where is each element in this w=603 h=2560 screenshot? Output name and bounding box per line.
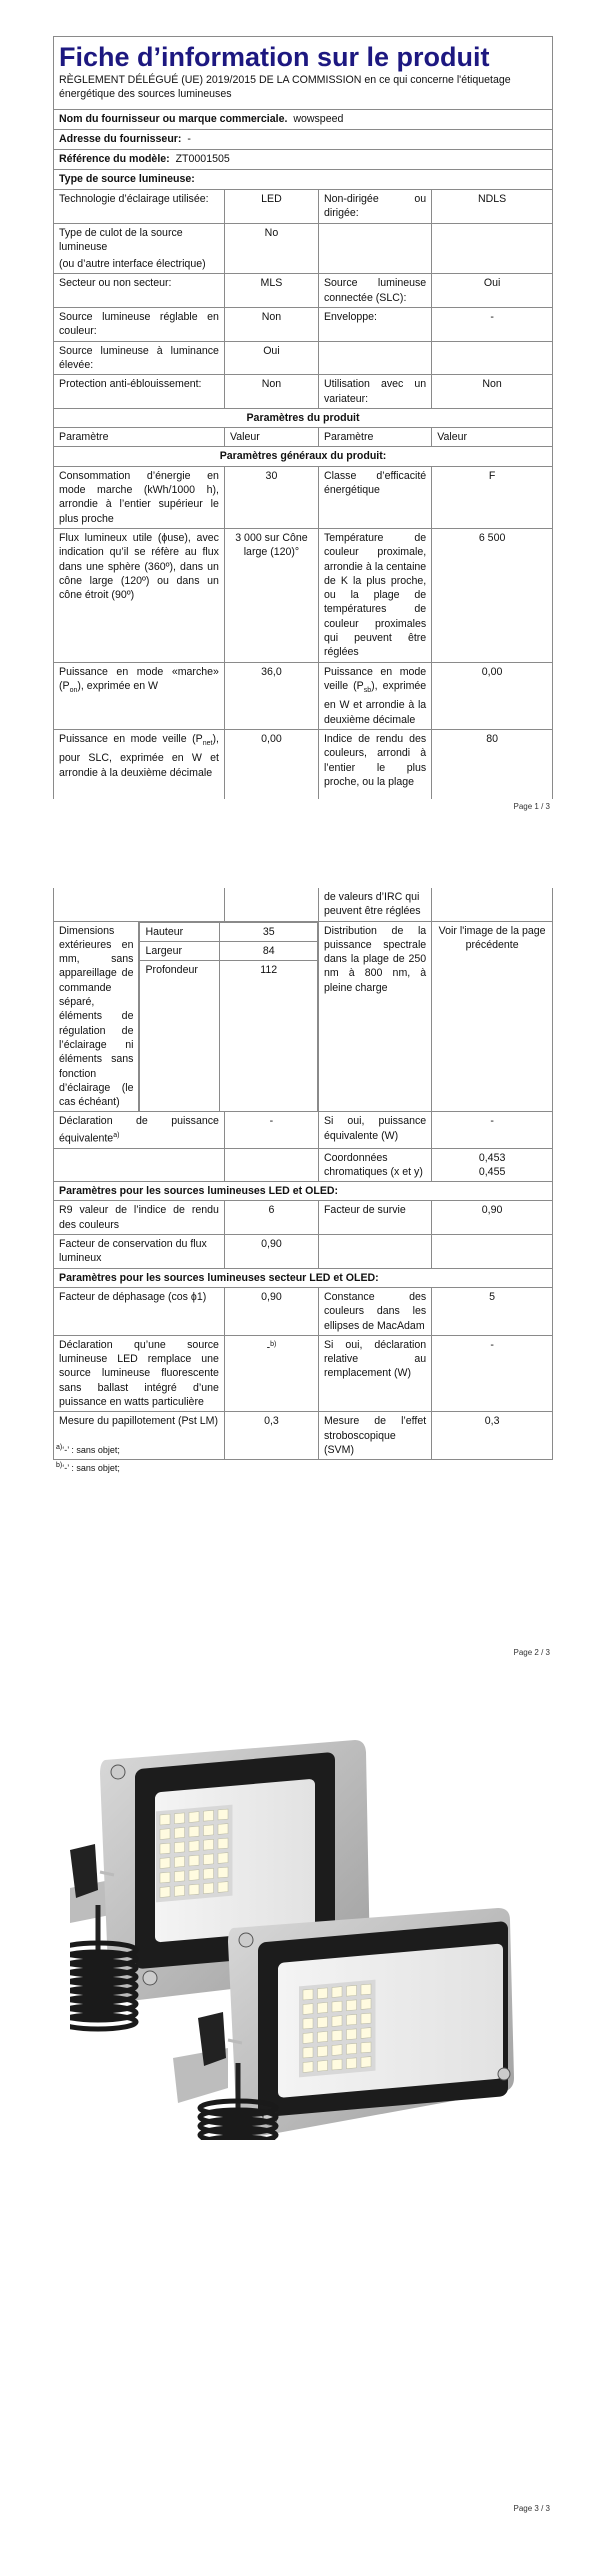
dimensions-row <box>54 921 553 1112</box>
table-row <box>54 528 553 662</box>
table-row <box>54 1112 553 1148</box>
param-value: LED <box>224 190 318 224</box>
text: Déclaration de puissance équivalente <box>59 1115 219 1145</box>
led-chip <box>160 1843 170 1854</box>
param-value: 6 500 <box>432 528 553 662</box>
param-value: 3 000 sur Cône large (120)° <box>224 528 318 662</box>
text: Puissance en mode veille (P <box>59 732 203 745</box>
param-value: Oui <box>224 341 318 375</box>
model-ref-label: Référence du modèle: <box>59 153 170 165</box>
led-chip <box>361 2057 371 2068</box>
led-chip <box>332 1987 342 1998</box>
supplier-name-row <box>54 110 553 130</box>
led-array <box>299 1980 376 2078</box>
led-chip <box>204 1825 214 1836</box>
table-row <box>54 466 553 528</box>
column-header-row <box>54 428 553 447</box>
led-chip <box>160 1858 170 1869</box>
product-info-sheet-page1 <box>53 36 553 799</box>
led-chip <box>347 2058 357 2069</box>
param-value: F <box>432 466 553 528</box>
table-row <box>54 1287 553 1335</box>
led-chip <box>361 1984 371 1995</box>
table-row <box>54 1235 553 1269</box>
product-info-sheet-page2 <box>53 888 553 1460</box>
led-chip <box>160 1829 170 1840</box>
param-label: Utilisation avec un variateur: <box>318 375 431 409</box>
text: - <box>266 1341 271 1354</box>
led-chip <box>318 2046 328 2057</box>
param-label: Mesure du papillotement (Pst LM) <box>54 1412 225 1460</box>
supplier-address-value: - <box>187 133 191 145</box>
led-chip <box>204 1839 214 1850</box>
table-row <box>54 341 553 375</box>
param-label <box>318 223 431 274</box>
param-label <box>54 223 225 274</box>
dimensions-subtable-cell <box>139 921 318 1112</box>
product-photo <box>70 1740 530 2140</box>
page-title: Fiche d’information sur le produit <box>59 42 490 72</box>
param-label: Indice de rendu des couleurs, arrondi à l’entier le plus proche, ou la plage <box>318 729 431 799</box>
led-chip <box>218 1882 228 1893</box>
header-cell <box>54 37 553 110</box>
param-label <box>54 729 225 799</box>
subscript: net <box>202 740 213 748</box>
led-chip <box>303 2033 313 2044</box>
led-chip <box>332 2016 342 2027</box>
param-value: 0,3 <box>224 1412 318 1460</box>
footnote <box>56 1458 120 1476</box>
param-label: Consommation d’énergie en mode marche (kWh/1000 h), arrondie à l’entier supérieur le plus proche <box>54 466 225 528</box>
subscript: on <box>69 687 78 695</box>
param-value: 30 <box>224 466 318 528</box>
section-heading-led: Paramètres pour les sources lumineuses LED et OLED: <box>54 1182 553 1201</box>
text: ), pour SLC, exprimée en W et arrondie à la deuxième décimale <box>59 732 219 779</box>
footnote <box>56 1440 120 1458</box>
dimension-name: Hauteur <box>140 922 220 941</box>
led-chip <box>175 1856 185 1867</box>
param-label: Constance des couleurs dans les ellipses de MacAdam <box>318 1287 431 1335</box>
led-chip <box>318 2002 328 2013</box>
table-row <box>54 1335 553 1411</box>
supplier-name-label: Nom du fournisseur ou marque commerciale. <box>59 113 288 125</box>
param-value: 80 <box>432 729 553 799</box>
table-row <box>54 274 553 308</box>
led-chip <box>218 1824 228 1835</box>
param-label: Non-dirigée ou dirigée: <box>318 190 431 224</box>
dimension-item <box>140 922 317 941</box>
param-label: Distribution de la puissance spectrale dans la plage de 250 nm à 800 nm, à pleine charge <box>318 921 431 1112</box>
footnotes <box>56 1440 120 1476</box>
led-chip <box>189 1855 199 1866</box>
param-label: Source lumineuse à luminance élevée: <box>54 341 225 375</box>
led-chip <box>189 1870 199 1881</box>
led-chip <box>361 2028 371 2039</box>
param-label <box>318 662 431 729</box>
page-number: Page 2 / 3 <box>513 1648 550 1657</box>
source-type-heading: Type de source lumineuse: <box>54 170 553 190</box>
param-label <box>318 341 431 375</box>
param-value: 0,00 <box>432 662 553 729</box>
table-row <box>54 223 553 274</box>
param-value: Oui <box>432 274 553 308</box>
dimension-value: 112 <box>220 961 317 1111</box>
led-chip <box>160 1887 170 1898</box>
param-label: Température de couleur proximale, arrondie à la centaine de K la plus proche, ou la plage de températures de couleur proximales qui peuvent être réglées <box>318 528 431 662</box>
led-chip <box>332 2001 342 2012</box>
param-value <box>432 1148 553 1182</box>
param-label: Mesure de l’effet stroboscopique (SVM) <box>318 1412 431 1460</box>
led-chip <box>347 2029 357 2040</box>
param-value: 36,0 <box>224 662 318 729</box>
led-chip <box>160 1872 170 1883</box>
param-label: Déclaration qu’une source lumineuse LED remplace une source lumineuse fluorescente sans ballast intégré d’une puissance en watts particulière <box>54 1335 225 1411</box>
led-chip <box>189 1812 199 1823</box>
led-chip <box>204 1810 214 1821</box>
param-value: 0,90 <box>224 1235 318 1269</box>
param-label: Secteur ou non secteur: <box>54 274 225 308</box>
param-label: Protection anti-éblouissement: <box>54 375 225 409</box>
led-chip <box>218 1867 228 1878</box>
dimension-item <box>140 961 317 1111</box>
param-value: 5 <box>432 1287 553 1335</box>
table-row <box>54 375 553 409</box>
led-chip <box>347 2000 357 2011</box>
dimension-value: 35 <box>220 922 317 941</box>
footnote-ref: b) <box>270 1340 277 1348</box>
param-value: Non <box>224 308 318 342</box>
column-header: Valeur <box>224 428 318 447</box>
led-chip <box>303 2018 313 2029</box>
param-value: 6 <box>224 1201 318 1235</box>
led-chip <box>204 1854 214 1865</box>
param-label-line1: Type de culot de la source lumineuse <box>59 226 183 253</box>
led-chip <box>218 1809 228 1820</box>
footnote-text: ‘-’ : sans objet; <box>62 1463 120 1473</box>
param-value: Voir l'image de la page précédente <box>432 921 553 1112</box>
led-chip <box>175 1827 185 1838</box>
model-ref-row <box>54 150 553 170</box>
table-row <box>54 1148 553 1182</box>
screw-icon <box>239 1933 253 1947</box>
text: Puissance en mode «marche» (P <box>59 665 219 692</box>
page-number: Page 1 / 3 <box>513 802 550 811</box>
supplier-address-label: Adresse du fournisseur: <box>59 133 182 145</box>
param-value: MLS <box>224 274 318 308</box>
param-value: - <box>432 308 553 342</box>
text: ), exprimée en W <box>77 679 159 692</box>
param-value <box>224 1335 318 1411</box>
section-heading-product-params: Paramètres du produit <box>54 408 553 427</box>
empty-cell <box>54 888 225 921</box>
led-chip <box>160 1814 170 1825</box>
led-chip <box>189 1884 199 1895</box>
section-heading-general: Paramètres généraux du produit: <box>54 447 553 466</box>
led-chip <box>303 2047 313 2058</box>
footnote-mark: b) <box>56 1462 63 1469</box>
empty-cell <box>224 888 318 921</box>
supplier-name-value: wowspeed <box>293 113 344 125</box>
param-value <box>432 223 553 274</box>
param-label-line2: (ou d’autre interface électrique) <box>59 258 206 271</box>
led-chip <box>347 1985 357 1996</box>
section-heading-mains: Paramètres pour les sources lumineuses secteur LED et OLED: <box>54 1268 553 1287</box>
led-chip <box>175 1813 185 1824</box>
model-ref-value: ZT0001505 <box>175 153 230 165</box>
param-label <box>318 1235 431 1269</box>
param-value: - <box>224 1112 318 1148</box>
led-chip <box>318 1988 328 1999</box>
led-chip <box>175 1885 185 1896</box>
led-chip <box>318 2060 328 2071</box>
led-chip <box>175 1842 185 1853</box>
param-label: Classe d’efficacité énergétique <box>318 466 431 528</box>
footnote-ref: a) <box>113 1131 120 1139</box>
param-label <box>54 662 225 729</box>
led-chip <box>204 1883 214 1894</box>
led-chip <box>303 1989 313 2000</box>
led-chip <box>218 1853 228 1864</box>
column-header: Valeur <box>432 428 553 447</box>
param-value: No <box>224 223 318 274</box>
param-label: Source lumineuse connectée (SLC): <box>318 274 431 308</box>
table-row <box>54 662 553 729</box>
dimension-value: 84 <box>220 941 317 960</box>
led-chip <box>347 2014 357 2025</box>
param-value: Non <box>224 375 318 409</box>
dimension-item <box>140 941 317 960</box>
led-chip <box>347 2043 357 2054</box>
param-label: Enveloppe: <box>318 308 431 342</box>
param-label: Flux lumineux utile (ϕuse), avec indication qu’il se réfère au flux dans une sphère (360º), dans un cône large (120º) ou dans un cône étroit (90º) <box>54 528 225 662</box>
led-chip <box>318 2031 328 2042</box>
param-label: Source lumineuse réglable en couleur: <box>54 308 225 342</box>
column-header: Paramètre <box>54 428 225 447</box>
param-label: Technologie d’éclairage utilisée: <box>54 190 225 224</box>
table-row-continued <box>54 888 553 921</box>
param-value <box>432 341 553 375</box>
dimensions-subtable <box>139 922 317 1111</box>
page-number: Page 3 / 3 <box>513 2504 550 2513</box>
column-header: Paramètre <box>318 428 431 447</box>
led-chip <box>332 2059 342 2070</box>
text: Puissance en mode veille (P <box>323 665 427 692</box>
empty-cell <box>54 1148 225 1182</box>
led-chip <box>204 1868 214 1879</box>
table-row <box>54 729 553 799</box>
param-value: - <box>432 1112 553 1148</box>
param-label <box>54 1112 225 1148</box>
regulation-text: RÈGLEMENT DÉLÉGUÉ (UE) 2019/2015 DE LA COMMISSION en ce qui concerne l'étiquetage énergétique des sources lumineuses <box>59 74 511 100</box>
dimensions-label: Dimensions extérieures en mm, sans appareillage de commande séparé, éléments de régulation de l’éclairage ni éléments sans fonction d’éclairage (le cas échéant) <box>54 921 139 1112</box>
param-value: 0,00 <box>224 729 318 799</box>
param-label: de valeurs d’IRC qui peuvent être réglées <box>318 888 431 921</box>
dimension-name: Profondeur <box>140 961 220 1111</box>
led-chip <box>361 1999 371 2010</box>
dimension-name: Largeur <box>140 941 220 960</box>
param-label: Si oui, puissance équivalente (W) <box>318 1112 431 1148</box>
empty-cell <box>224 1148 318 1182</box>
led-chip <box>361 2013 371 2024</box>
param-label: Facteur de conservation du flux lumineux <box>54 1235 225 1269</box>
chroma-y-value: 0,455 <box>478 1165 506 1178</box>
led-chip <box>175 1871 185 1882</box>
footnote-text: ‘-’ : sans objet; <box>62 1445 120 1455</box>
led-chip <box>189 1841 199 1852</box>
led-chip <box>218 1838 228 1849</box>
footnote-mark: a) <box>56 1444 63 1451</box>
param-value: NDLS <box>432 190 553 224</box>
param-value: 0,3 <box>432 1412 553 1460</box>
led-chip <box>303 2004 313 2015</box>
screw-icon <box>111 1765 125 1779</box>
screw-icon <box>498 2068 510 2080</box>
empty-cell <box>432 888 553 921</box>
param-value <box>432 1235 553 1269</box>
param-value: 0,90 <box>432 1201 553 1235</box>
param-value: 0,90 <box>224 1287 318 1335</box>
led-array <box>156 1805 233 1903</box>
param-value: - <box>432 1335 553 1411</box>
led-chip <box>189 1826 199 1837</box>
led-chip <box>303 2062 313 2073</box>
table-row <box>54 190 553 224</box>
table-row <box>54 308 553 342</box>
led-chip <box>318 2017 328 2028</box>
param-label: Coordonnées chromatiques (x et y) <box>318 1148 431 1182</box>
chroma-x-value: 0,453 <box>478 1151 506 1164</box>
screw-icon <box>143 1971 157 1985</box>
led-chip <box>332 2045 342 2056</box>
param-value: Non <box>432 375 553 409</box>
param-label: R9 valeur de l’indice de rendu des couleurs <box>54 1201 225 1235</box>
led-chip <box>332 2030 342 2041</box>
param-label: Facteur de déphasage (cos ϕ1) <box>54 1287 225 1335</box>
subscript: sb <box>363 687 372 695</box>
text: ), exprimée en W et arrondie à la deuxième décimale <box>323 679 427 726</box>
param-label: Facteur de survie <box>318 1201 431 1235</box>
table-row <box>54 1201 553 1235</box>
supplier-address-row <box>54 130 553 150</box>
led-chip <box>361 2042 371 2053</box>
param-label: Si oui, déclaration relative au remplacement (W) <box>318 1335 431 1411</box>
table-row <box>54 1412 553 1460</box>
